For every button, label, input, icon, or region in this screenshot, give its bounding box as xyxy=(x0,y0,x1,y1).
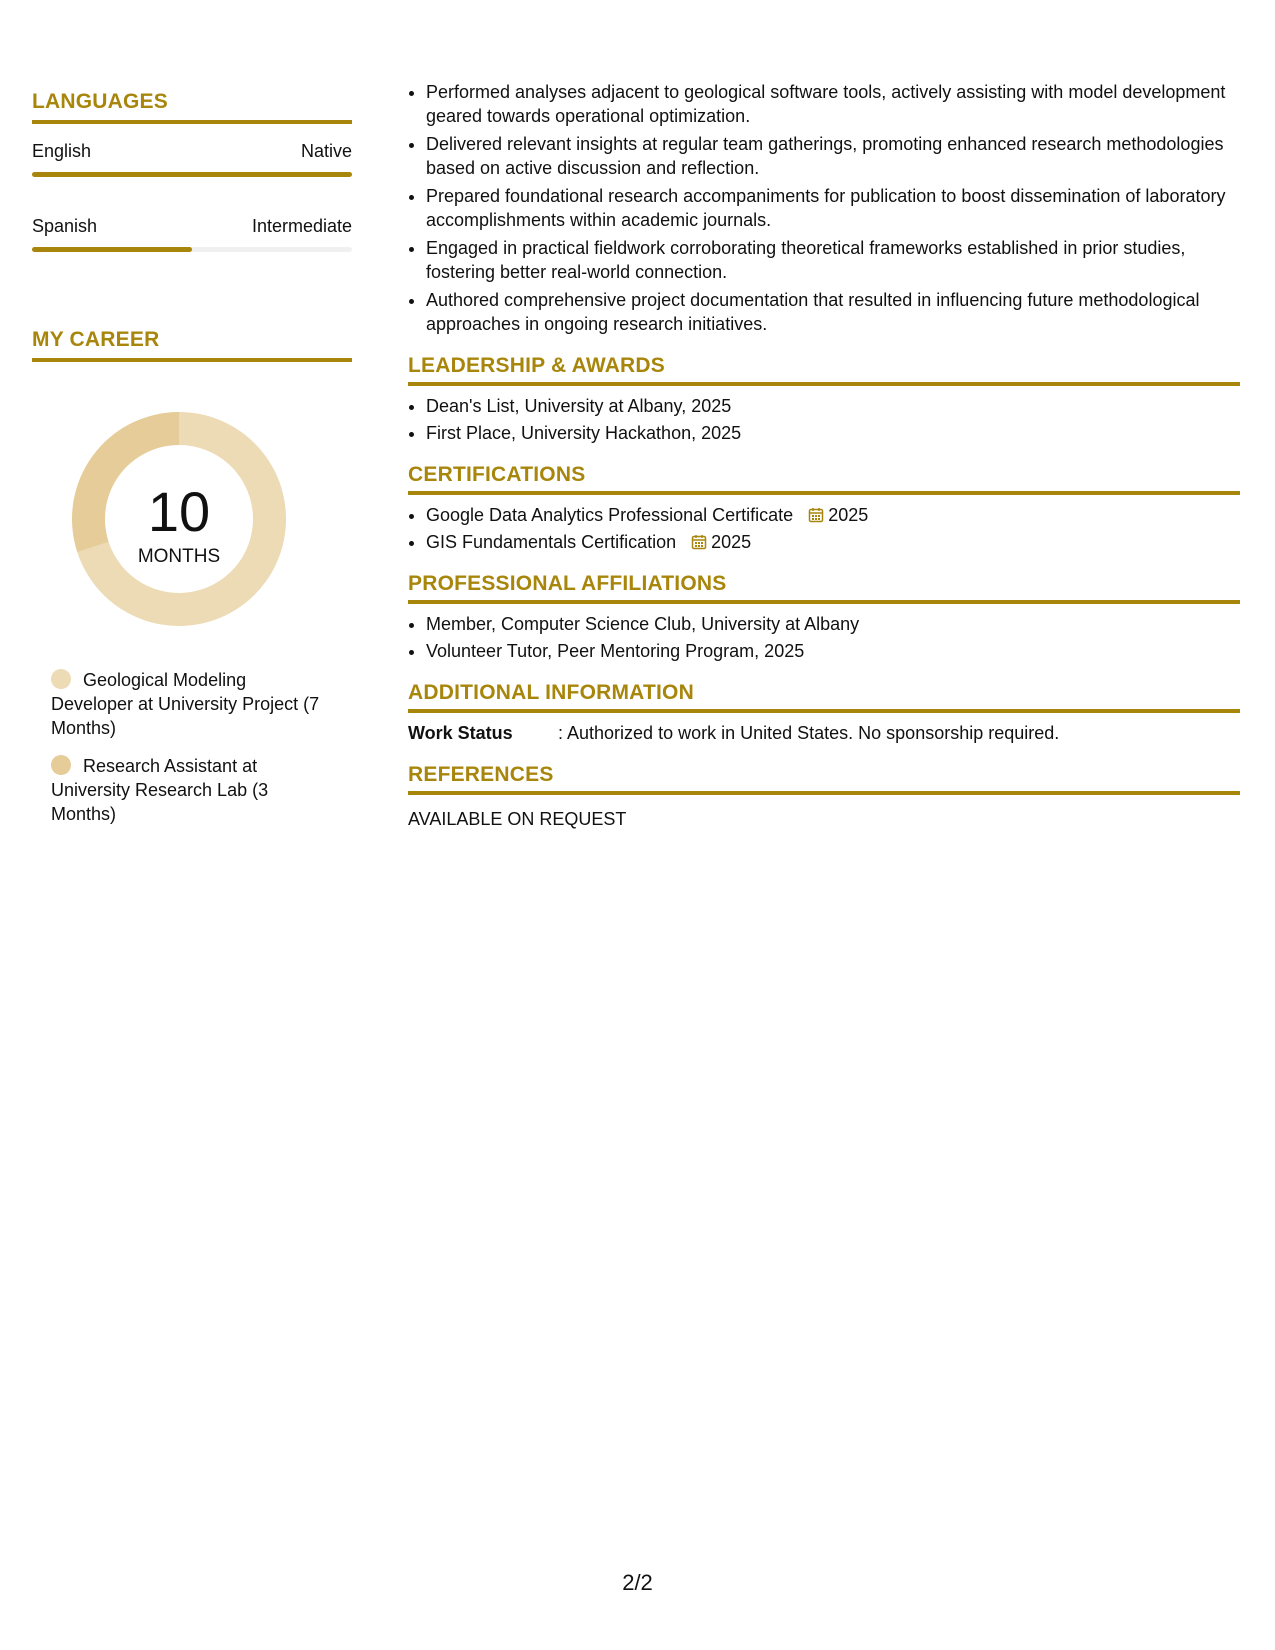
references-text: AVAILABLE ON REQUEST xyxy=(408,809,627,829)
language-level: Native xyxy=(300,141,352,161)
experience-bullets xyxy=(408,80,1240,336)
certifications-heading: CERTIFICATIONS xyxy=(408,463,1240,495)
references-heading: REFERENCES xyxy=(408,763,1240,795)
list-item: • Dean's List, University at Albany, 2025 xyxy=(426,394,1240,418)
page-number: 2/2 xyxy=(622,1570,653,1595)
language-proficiency-fill xyxy=(32,247,192,252)
language-spanish xyxy=(32,213,352,252)
legend-item xyxy=(51,668,321,740)
leadership-heading: LEADERSHIP & AWARDS xyxy=(408,354,1240,386)
language-proficiency-fill xyxy=(32,172,352,177)
career-total-unit: MONTHS xyxy=(137,546,221,567)
list-item xyxy=(426,503,1240,527)
list-item: • Member, Computer Science Club, University at Albany xyxy=(426,612,1240,636)
career-heading: MY CAREER xyxy=(32,328,352,362)
languages-heading: LANGUAGES xyxy=(32,90,352,124)
list-item: • Delivered relevant insights at regular team gatherings, promoting enhanced research methodologies based on active discussion and reflection. xyxy=(426,132,1240,180)
list-item: • Engaged in practical fieldwork corroborating theoretical frameworks established in prior studies, fostering better real-world connection. xyxy=(426,236,1240,284)
career-legend xyxy=(51,668,321,826)
work-status-row xyxy=(408,721,1240,745)
leadership-section xyxy=(408,354,1240,445)
certification-year: 2025 xyxy=(711,532,752,552)
list-item: • Performed analyses adjacent to geological software tools, actively assisting with model development geared towards operational optimization. xyxy=(426,80,1240,128)
affiliations-heading: PROFESSIONAL AFFILIATIONS xyxy=(408,572,1240,604)
career-total-number: 10 xyxy=(147,480,211,543)
language-proficiency-bar xyxy=(32,172,352,177)
affiliations-section xyxy=(408,572,1240,663)
legend-label: Research Assistant at University Research Lab (3 Months) xyxy=(51,756,269,824)
work-status-label: Work Status xyxy=(408,723,513,743)
list-item xyxy=(426,530,1240,554)
language-english xyxy=(32,138,352,177)
language-level: Intermediate xyxy=(251,216,352,236)
language-proficiency-bar xyxy=(32,247,352,252)
calendar-icon xyxy=(808,507,824,523)
donut-center xyxy=(66,406,292,632)
certifications-section xyxy=(408,463,1240,554)
references-section xyxy=(408,763,1240,831)
language-name: Spanish xyxy=(32,216,98,236)
list-item: • First Place, University Hackathon, 2025 xyxy=(426,421,1240,445)
career-section xyxy=(32,328,352,826)
additional-info-section xyxy=(408,681,1240,745)
legend-dot xyxy=(51,669,71,689)
left-column xyxy=(32,90,352,840)
calendar-icon xyxy=(691,534,707,550)
certification-name: GIS Fundamentals Certification xyxy=(426,532,677,552)
certification-year: 2025 xyxy=(828,505,869,525)
legend-item xyxy=(51,754,321,826)
career-donut-chart xyxy=(66,406,292,632)
list-item: • Prepared foundational research accompaniments for publication to boost dissemination of laboratory accomplishments within academic journals. xyxy=(426,184,1240,232)
legend-label: Geological Modeling Developer at University Project (7 Months) xyxy=(51,670,320,738)
list-item: • Authored comprehensive project documentation that resulted in influencing future methodological approaches in ongoing research initiatives. xyxy=(426,288,1240,336)
right-column xyxy=(408,80,1240,831)
additional-info-heading: ADDITIONAL INFORMATION xyxy=(408,681,1240,713)
certification-name: Google Data Analytics Professional Certificate xyxy=(426,505,794,525)
work-status-value: : Authorized to work in United States. No sponsorship required. xyxy=(558,723,1060,743)
list-item: • Volunteer Tutor, Peer Mentoring Program, 2025 xyxy=(426,639,1240,663)
language-name: English xyxy=(32,141,92,161)
legend-dot xyxy=(51,755,71,775)
